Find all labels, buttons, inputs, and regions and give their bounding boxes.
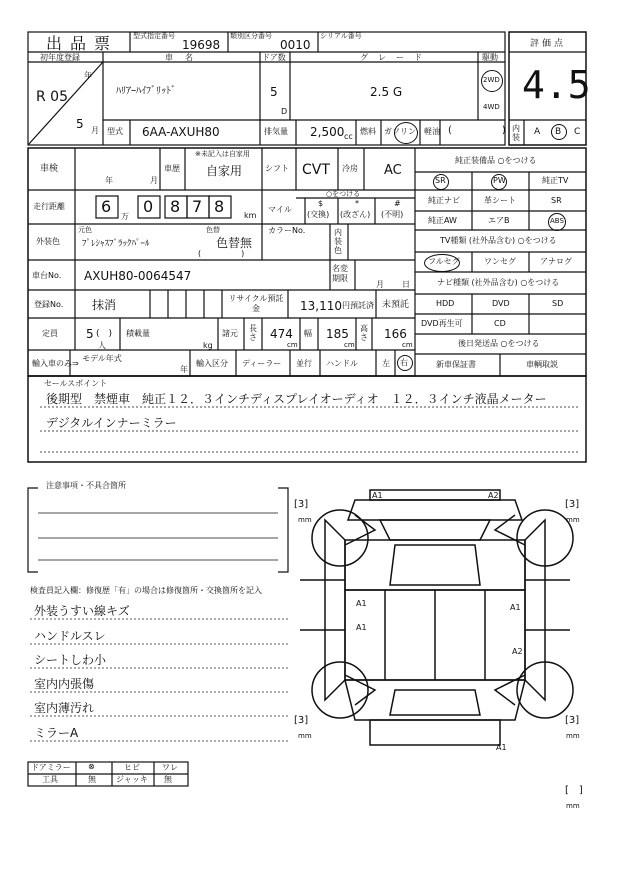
recycle-status: 未預託 (382, 300, 410, 310)
note-item-4: 室内内張傷 (34, 677, 95, 691)
tv-opt-2: ワンセグ (484, 257, 516, 266)
ac-label: 冷房 (342, 164, 358, 173)
drive-2wd: 2WD (483, 76, 500, 84)
import-class-label: 輸入区分 (196, 359, 228, 368)
cap-value: 5 (86, 327, 94, 341)
mile-label: マイル (268, 205, 292, 214)
orig-color-label: 元色 (78, 226, 92, 234)
model-year-unit: 年 (180, 365, 188, 374)
chassis-value: AXUH80-0064547 (84, 269, 192, 283)
recycle-label: リサイクル預託金 (228, 294, 284, 313)
notes-header: 注意事項・不具合箇所 (46, 481, 126, 490)
mileage-digit-4: 7 (192, 197, 203, 216)
damage-mark: A1 (510, 603, 521, 612)
tread-fr-value: 3 (568, 499, 576, 510)
tread-rr: [3] (565, 715, 580, 726)
damage-mark: A2 (512, 647, 523, 656)
tools-label: 工具 (42, 775, 58, 784)
mirror-label: ドアミラー (31, 763, 71, 772)
interior-a: A (534, 127, 541, 137)
import-label: 輸入車のみ⇒ (32, 359, 79, 368)
model-cert-label: 型式指定番号 (133, 32, 175, 40)
mile-circle-note: ○をつける (326, 190, 361, 198)
navi-opt-2: DVD (492, 299, 510, 308)
mile-opt3-sym: # (394, 199, 401, 208)
year-unit: 年 (84, 71, 92, 80)
damage-mark: A1 (496, 743, 507, 752)
serial-label: シリアル番号 (320, 32, 362, 40)
drive-4wd: 4WD (483, 103, 500, 111)
color-change-label: 色替 (206, 226, 220, 234)
equip-r3-c3: ABS (550, 217, 564, 225)
handle-left: 左 (382, 359, 390, 368)
equip-r3-c2: エアB (488, 216, 510, 225)
sales-line-2: デジタルインナーミラー (46, 416, 177, 430)
first-reg-label: 初年度登録 (40, 53, 80, 62)
chassis-label: 車台No. (32, 271, 62, 280)
damage-mark: A1 (356, 623, 367, 632)
first-reg-era: R 05 (36, 89, 68, 105)
mile-opt2: (改ざん) (340, 210, 371, 219)
inspection-month-unit: 月 (150, 176, 158, 185)
tread-rl-unit: mm (298, 732, 312, 740)
wid-unit: cm (344, 341, 355, 349)
equip-r1-c2: PW (493, 176, 506, 185)
orig-color-value: ﾌﾟﾚｼｬｽﾌﾞﾗｯｸﾊﾟｰﾙ (82, 239, 150, 249)
reg-value: 抹消 (92, 298, 117, 312)
hgt-label: 高さ (360, 324, 368, 342)
tread-rl: [3] (294, 715, 309, 726)
note-item-1: 外装うすい線キズ (34, 604, 130, 618)
drive-label: 駆動 (482, 53, 498, 62)
equip-r2-c1: 純正ナビ (428, 196, 460, 205)
recycle-value: 13,110 (300, 299, 342, 313)
score-value: 4.5 (522, 63, 591, 107)
inspection-label: 車検 (40, 164, 59, 174)
mileage-digit-1: 6 (101, 197, 112, 216)
tv-opt-3: アナログ (540, 257, 572, 266)
equip-r2-c2: 革シート (484, 196, 516, 205)
post-header: 後日発送品 ○をつける (458, 339, 540, 348)
color-label: 外装色 (36, 237, 60, 246)
post-opt-2: 車輌取説 (526, 360, 558, 369)
first-reg-month: 5 (76, 117, 84, 131)
name-change-month: 月 (376, 280, 384, 289)
dim-label: 諸元 (222, 329, 238, 338)
month-unit: 月 (91, 126, 99, 135)
mileage-man: 万 (121, 212, 129, 221)
history-label: 車歴 (164, 164, 180, 173)
damage-mark: A1 (356, 599, 367, 608)
tread-fr-unit: mm (566, 516, 580, 524)
type-value: 6AA-AXUH80 (142, 125, 220, 139)
tools-value: 無 (88, 775, 96, 784)
type-label: 型式 (107, 127, 123, 136)
load-unit: kg (203, 341, 213, 350)
cap-label: 定員 (42, 329, 58, 338)
tread-fl-value: 3 (297, 499, 305, 510)
tread-fl-unit: mm (298, 516, 312, 524)
len-value: 474 (270, 327, 293, 341)
jack-label: ジャッキ (116, 775, 148, 784)
reg-label: 登録No. (34, 300, 64, 309)
cap-unit: 人 (98, 341, 106, 350)
dealer-option: ディーラー (242, 359, 282, 368)
name-change-label: 名変期限 (332, 264, 348, 283)
mileage-unit: km (244, 211, 257, 220)
class-value: 0010 (280, 38, 311, 52)
interior-label: 内装 (512, 124, 520, 142)
tread-rr-unit: mm (566, 732, 580, 740)
navi-opt-5: CD (494, 319, 506, 328)
jack-value: 無 (164, 775, 172, 784)
mileage-digit-3: 8 (170, 197, 181, 216)
name-change-day: 日 (402, 280, 410, 289)
tread-rl-value: 3 (297, 715, 305, 726)
doors-value: 5 (270, 85, 278, 99)
hgt-unit: cm (402, 341, 413, 349)
class-label: 類別区分番号 (230, 32, 272, 40)
tv-opt-1: フルセグ (428, 257, 460, 266)
ac-value: AC (384, 163, 402, 178)
diesel-paren: ( ) (448, 125, 506, 136)
form-title: 出品票 (46, 34, 119, 53)
disp-value: 2,500 (310, 125, 345, 139)
colorno-label: カラーNo. (268, 226, 306, 235)
car-name-value: ﾊﾘｱｰﾊｲﾌﾞﾘｯﾄﾞ (116, 86, 176, 97)
score-label: 評価点 (530, 39, 567, 49)
sales-line-1: 後期型 禁煙車 純正１２．３インチディスプレイオーディオ １２．３インチ液晶メーター (46, 392, 547, 406)
grade-label: グレード (360, 53, 432, 62)
mile-opt1-sym: $ (318, 199, 324, 208)
handle-label: ハンドル (326, 359, 358, 368)
mileage-label: 走行距離 (33, 202, 65, 211)
recycle-unit: 円預託済 (342, 301, 374, 310)
equip-header: 純正装備品 ○をつける (455, 156, 537, 165)
shift-label: シフト (265, 164, 289, 173)
sales-label: セールスポイント (44, 379, 108, 388)
fuel-label: 燃料 (360, 127, 376, 136)
cap-paren: ( ) (96, 329, 113, 339)
handle-right: 右 (400, 358, 408, 367)
wid-label: 幅 (304, 329, 312, 338)
note-item-2: ハンドルスレ (34, 629, 106, 643)
interior-color-label: 内装色 (334, 228, 342, 255)
grade-value: 2.5 G (370, 85, 403, 99)
navi-header: ナビ種類 (社外品含む) ○をつける (437, 278, 560, 287)
note-item-5: 室内薄汚れ (34, 701, 95, 715)
wid-value: 185 (326, 327, 349, 341)
car-name-label: 車名 (165, 53, 205, 62)
equip-r3-c1: 純正AW (428, 216, 457, 225)
mile-opt2-sym: * (355, 199, 359, 208)
tread-fr: [3] (565, 499, 580, 510)
history-value: 自家用 (206, 164, 243, 178)
navi-opt-1: HDD (436, 299, 455, 308)
tread-rr-value: 3 (568, 715, 576, 726)
note-item-6: ミラーA (34, 726, 79, 740)
len-label: 長さ (249, 324, 257, 342)
mileage-digit-2: 0 (143, 197, 154, 216)
tread-spare: [ ] (565, 785, 583, 796)
doors-suffix: D (281, 107, 288, 116)
disp-unit: cc (344, 132, 353, 141)
mile-opt3: (不明) (381, 210, 404, 219)
fuel-value: ガソリン (384, 127, 416, 136)
color-change-value: 色替無 (216, 236, 253, 250)
equip-r1-c3: 純正TV (542, 176, 569, 185)
interior-b: B (555, 127, 562, 137)
mirror-mark-icon: ⊗ (88, 762, 95, 771)
len-unit: cm (287, 341, 298, 349)
model-cert-value: 19698 (182, 38, 221, 52)
break-label: ワレ (162, 763, 178, 772)
navi-opt-3: SD (552, 299, 564, 308)
doors-label: ドア数 (262, 53, 286, 62)
shift-value: CVT (302, 162, 330, 178)
inspection-year-unit: 年 (105, 176, 113, 185)
crack-label: ヒビ (124, 763, 140, 772)
diesel-label: 軽油 (424, 127, 440, 136)
post-opt-1: 新車保証書 (436, 360, 476, 369)
hgt-value: 166 (384, 327, 407, 341)
model-year-label: モデル年式 (82, 354, 122, 363)
inspector-note: 検査員記入欄：修復歴「有」の場合は修復箇所・交換箇所を記入 (30, 586, 262, 595)
tv-header: TV種類 (社外品含む) ○をつける (440, 236, 557, 245)
history-note: ※未記入は自家用 (195, 150, 250, 158)
equip-r1-c1: SR (435, 176, 446, 185)
equip-r2-c3: SR (551, 196, 562, 205)
damage-mark: A1 (372, 491, 383, 500)
mileage-digit-5: 8 (214, 197, 225, 216)
note-item-3: シートしわ小 (34, 653, 107, 667)
mile-opt1: (交換) (307, 210, 330, 219)
interior-c: C (574, 127, 581, 137)
navi-opt-4: DVD再生可 (421, 319, 463, 328)
damage-mark: A2 (488, 491, 499, 500)
load-label: 積載量 (126, 329, 150, 338)
parallel-option: 並行 (296, 359, 312, 368)
color-paren: ( ) (198, 249, 245, 258)
tread-fl: [3] (294, 499, 309, 510)
disp-label: 排気量 (264, 127, 288, 136)
tread-spare-unit: mm (566, 802, 580, 810)
